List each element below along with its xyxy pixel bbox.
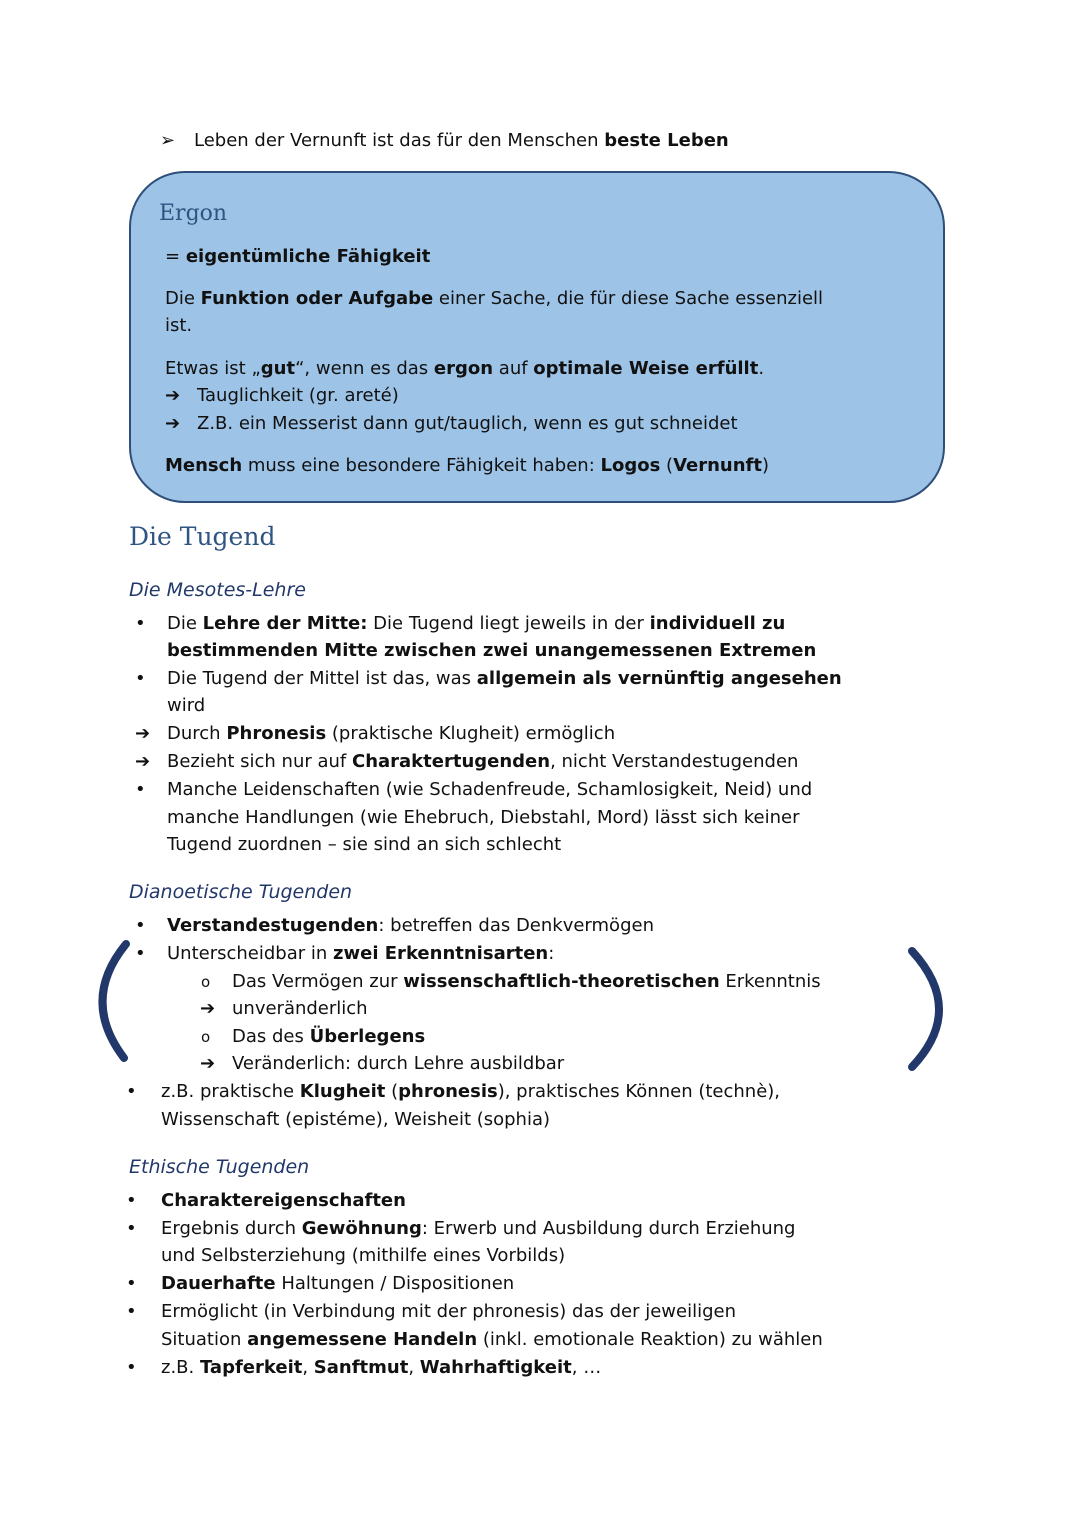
bold-text: ergon — [433, 358, 494, 379]
bold-text: Gewöhnung — [301, 1218, 422, 1239]
bullet-icon: • — [126, 1081, 137, 1102]
circle-bullet-icon: o — [201, 1028, 211, 1046]
bold-text: bestimmenden Mitte zwischen zwei unangemessenen Extremen — [167, 640, 817, 661]
arrow-icon: ➔ — [200, 1053, 216, 1074]
text: “, wenn es das — [295, 358, 434, 379]
ethic-line — [161, 1187, 406, 1215]
bold-text: Sanftmut — [313, 1357, 409, 1378]
ergon-title: Ergon — [159, 201, 228, 226]
bold-text: zwei Erkenntnisarten — [333, 943, 549, 964]
text: Die — [167, 613, 203, 634]
text: , nicht Verstandestugenden — [550, 751, 799, 772]
text: Leben der Vernunft ist das für den Menschen — [194, 130, 605, 151]
text: auf — [493, 358, 534, 379]
text: : betreffen das Denkvermögen — [378, 915, 654, 936]
bold-text: Charaktertugenden — [351, 751, 551, 772]
bold-text: angemessene Handeln — [247, 1329, 478, 1350]
bullet-icon: • — [126, 1357, 137, 1378]
dianoetic-heading: Dianoetische Tugenden — [129, 881, 353, 903]
text: , — [302, 1357, 314, 1378]
ethic-line — [161, 1298, 736, 1326]
text: Veränderlich: durch Lehre ausbildbar — [232, 1053, 565, 1074]
bold-text: Wahrhaftigkeit — [419, 1357, 572, 1378]
bullet-icon: • — [135, 943, 146, 964]
text: einer Sache, die für diese Sache essenziell — [433, 288, 824, 309]
section-title: Die Tugend — [129, 522, 276, 551]
text: . — [758, 358, 765, 379]
text: muss eine besondere Fähigkeit haben: — [242, 455, 601, 476]
text: z.B. — [161, 1357, 200, 1378]
text: Die Tugend liegt jeweils in der — [367, 613, 650, 634]
bold-text: Verstandestugenden — [167, 915, 379, 936]
bullet-icon: • — [135, 613, 146, 634]
bold-text: Klugheit — [299, 1081, 386, 1102]
text: Haltungen / Dispositionen — [275, 1273, 515, 1294]
bold-text: gut — [260, 358, 296, 379]
text: wird — [167, 695, 206, 716]
text: Z.B. ein Messerist dann gut/tauglich, wenn es gut schneidet — [197, 413, 738, 434]
bullet-icon: • — [126, 1190, 137, 1211]
text: z.B. praktische — [161, 1081, 300, 1102]
text: Die — [165, 288, 201, 309]
text: Erkenntnis — [719, 971, 821, 992]
text: Das des — [232, 1026, 310, 1047]
text: Bezieht sich nur auf — [167, 751, 352, 772]
bold-text: Funktion oder Aufgabe — [200, 288, 434, 309]
ethic-line — [161, 1326, 823, 1354]
text: , … — [571, 1357, 602, 1378]
text: Die Tugend der Mittel ist das, was — [167, 668, 477, 689]
bold-text: Mensch — [165, 455, 243, 476]
ethic-line — [161, 1354, 601, 1382]
bold-text: Dauerhafte — [161, 1273, 276, 1294]
text: ( — [660, 455, 674, 476]
left-bracket-drawing — [102, 944, 126, 1058]
bullet-icon: • — [126, 1218, 137, 1239]
bullet-icon: • — [135, 915, 146, 936]
bold-text: Phronesis — [226, 723, 327, 744]
text: ist. — [165, 315, 193, 336]
text: Manche Leidenschaften (wie Schadenfreude, Schamlosigkeit, Neid) und — [167, 779, 813, 800]
bold-text: allgemein als vernünftig angesehen — [476, 668, 842, 689]
bullet-icon: • — [126, 1301, 137, 1322]
circle-bullet-icon: o — [201, 973, 211, 991]
text: Tauglichkeit (gr. areté) — [197, 385, 399, 406]
text: ), praktisches Können (technè), — [497, 1081, 781, 1102]
text: : — [548, 943, 555, 964]
ethic-line — [161, 1270, 514, 1298]
text: (inkl. emotionale Reaktion) zu wählen — [477, 1329, 823, 1350]
text: Ermöglicht (in Verbindung mit der phronesis) das der jeweiligen — [161, 1301, 737, 1322]
bold-text: Überlegens — [309, 1026, 426, 1047]
bold-text: eigentümliche Fähigkeit — [185, 246, 431, 267]
bullet-icon: • — [135, 668, 146, 689]
bold-text: wissenschaftlich-theoretischen — [403, 971, 720, 992]
bold-text: Charaktereigenschaften — [161, 1190, 406, 1211]
text: , — [408, 1357, 420, 1378]
text: und Selbsterziehung (mithilfe eines Vorbilds) — [161, 1245, 566, 1266]
bold-text: Lehre der Mitte: — [202, 613, 368, 634]
arrow-icon: ➔ — [165, 385, 181, 406]
mesotes-heading: Die Mesotes-Lehre — [129, 579, 306, 601]
bold-text: individuell zu — [649, 613, 786, 634]
bullet-icon: • — [126, 1273, 137, 1294]
ethic-line — [161, 1242, 565, 1270]
bold-text: optimale Weise erfüllt — [533, 358, 759, 379]
arrow-icon: ➔ — [135, 751, 151, 772]
right-bracket-drawing — [912, 951, 939, 1067]
bold-text: Logos — [600, 455, 661, 476]
text: (praktische Klugheit) ermöglich — [326, 723, 616, 744]
text: Das Vermögen zur — [232, 971, 404, 992]
text: unveränderlich — [232, 998, 368, 1019]
text: Etwas ist „ — [165, 358, 261, 379]
arrow-icon: ➔ — [135, 723, 151, 744]
text: Ergebnis durch — [161, 1218, 302, 1239]
text: Tugend zuordnen – sie sind an sich schlecht — [167, 834, 562, 855]
text: Durch — [167, 723, 227, 744]
arrow-icon: ➔ — [165, 413, 181, 434]
text: : Erwerb und Ausbildung durch Erziehung — [421, 1218, 796, 1239]
text: Wissenschaft (epistéme), Weisheit (sophia) — [161, 1109, 551, 1130]
arrow-icon: ➔ — [200, 998, 216, 1019]
triangle-bullet-icon: ➢ — [160, 130, 176, 151]
ethic-line — [161, 1215, 796, 1243]
text: manche Handlungen (wie Ehebruch, Diebstahl, Mord) lässt sich keiner — [167, 807, 800, 828]
bold-text: Vernunft — [673, 455, 762, 476]
bold-text: beste Leben — [604, 130, 729, 151]
text: ( — [385, 1081, 399, 1102]
bullet-icon: • — [135, 779, 146, 800]
bold-text: Tapferkeit — [199, 1357, 303, 1378]
ethic-heading: Ethische Tugenden — [129, 1156, 310, 1178]
text: Situation — [161, 1329, 248, 1350]
text: = — [165, 246, 186, 267]
text: ) — [761, 455, 770, 476]
text: Unterscheidbar in — [167, 943, 334, 964]
bold-text: phronesis — [398, 1081, 498, 1102]
